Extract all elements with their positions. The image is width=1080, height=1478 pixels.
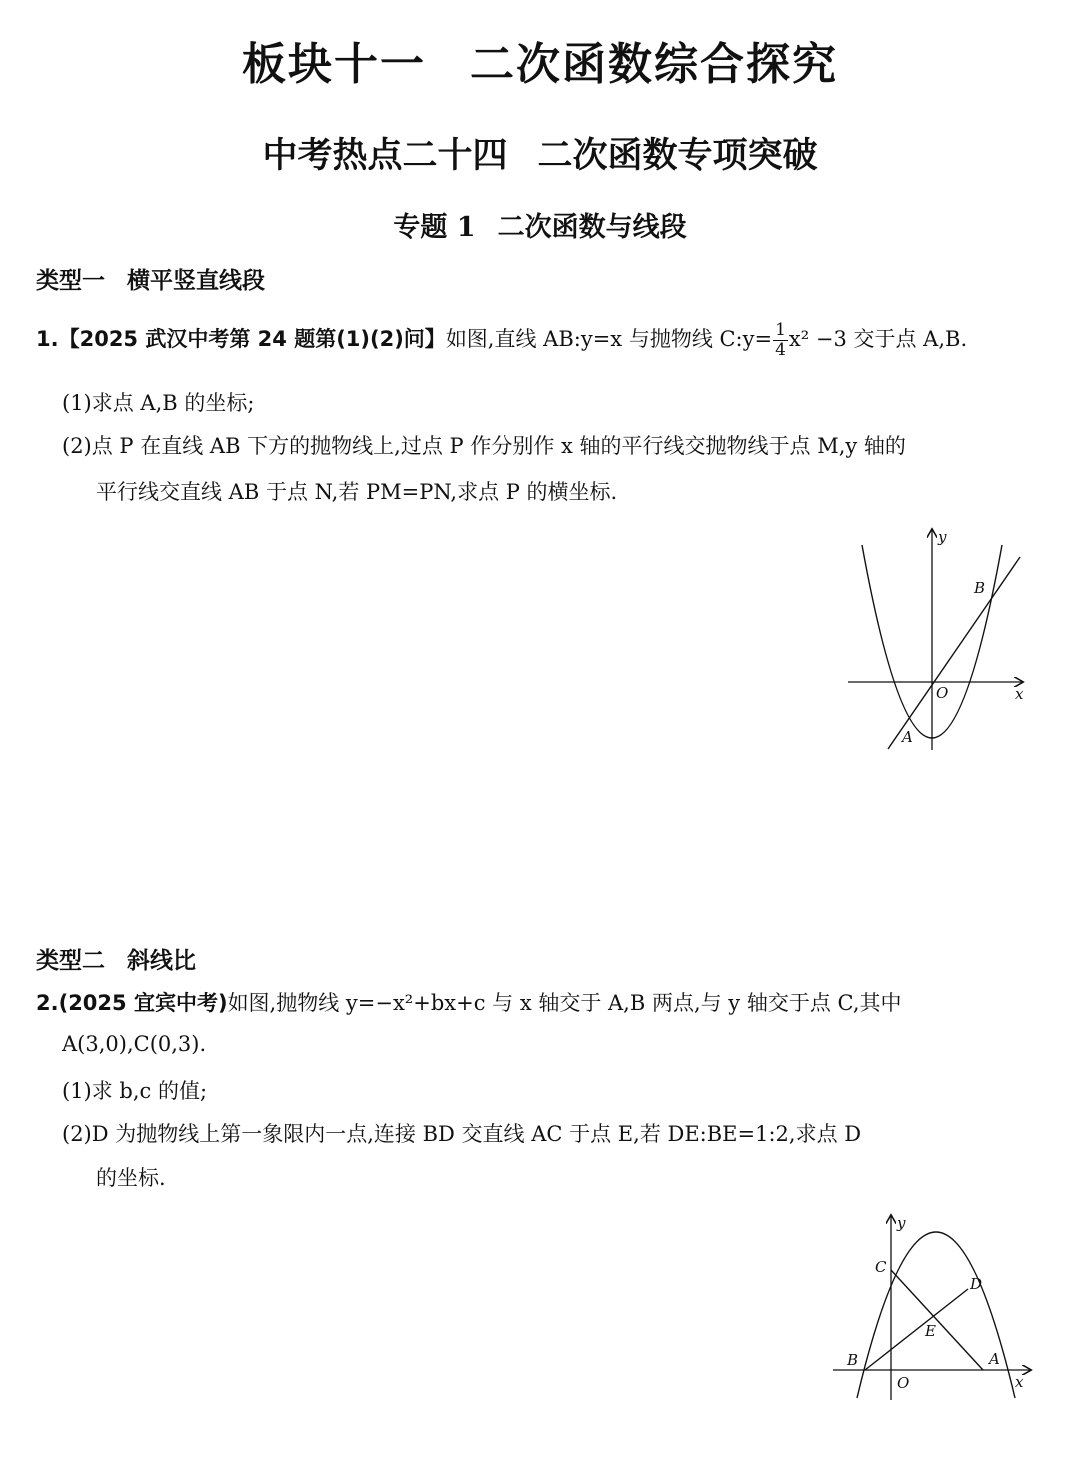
type1-label: 类型一 <box>36 268 105 294</box>
part-title: 二次函数综合探究 <box>470 39 838 90</box>
topic-label: 专题 1 <box>393 212 476 243</box>
hotspot-label: 中考热点二十四 <box>262 135 508 176</box>
q2-line-bd <box>865 1289 968 1370</box>
q1-label-x: x <box>1015 685 1024 703</box>
q2-label-c: C <box>875 1258 887 1276</box>
type1-title: 横平竖直线段 <box>127 268 265 294</box>
q1-line-ab <box>888 557 1020 749</box>
q1-part2-line2: 平行线交直线 AB 于点 N,若 PM=PN,求点 P 的横坐标. <box>96 480 618 504</box>
q1-source: 【2025 武汉中考第 24 题第(1)(2)问】 <box>58 327 446 351</box>
q2-number: 2. <box>36 991 59 1015</box>
topic-title: 二次函数与线段 <box>497 212 687 243</box>
q2-part2-line2: 的坐标. <box>96 1166 166 1190</box>
q1-figure <box>840 525 1040 755</box>
q1-label-b: B <box>974 579 986 597</box>
hotspot-title: 二次函数专项突破 <box>537 135 818 176</box>
topic-heading <box>0 205 1080 244</box>
q1-label-y: y <box>938 528 947 546</box>
type1-heading <box>36 262 265 295</box>
q1-label-o: O <box>936 684 949 702</box>
q1-label-a: A <box>902 728 913 746</box>
q2-label-b: B <box>847 1351 859 1369</box>
q1-part2-line1: (2)点 P 在直线 AB 下方的抛物线上,过点 P 作分别作 x 轴的平行线交抛物线于点 M,y 轴的 <box>62 434 906 458</box>
q2-label-o: O <box>897 1374 910 1392</box>
q1-frac-num: 1 <box>775 320 786 340</box>
q2-figure <box>825 1210 1045 1410</box>
type2-heading <box>36 942 196 975</box>
q1-part1: (1)求点 A,B 的坐标; <box>62 391 255 415</box>
type2-label: 类型二 <box>36 948 105 974</box>
q2-line2: A(3,0),C(0,3). <box>62 1032 207 1056</box>
q1-frac-den: 4 <box>775 340 786 360</box>
q1-number: 1. <box>36 327 59 351</box>
q2-label-y: y <box>897 1214 906 1232</box>
q2-source: (2025 宜宾中考) <box>58 991 228 1015</box>
q2-label-a: A <box>989 1350 1000 1368</box>
part-label: 板块十一 <box>242 39 426 90</box>
q2-line1: 如图,抛物线 y=−x²+bx+c 与 x 轴交于 A,B 两点,与 y 轴交于点 C,其中 <box>227 991 902 1015</box>
q2-label-e: E <box>925 1322 936 1340</box>
q1-stem <box>36 322 967 359</box>
part-heading <box>0 28 1080 92</box>
q1-intro: 如图,直线 AB:y=x 与抛物线 C:y= <box>445 327 773 351</box>
type2-title: 斜线比 <box>127 948 196 974</box>
q2-part2-line1: (2)D 为抛物线上第一象限内一点,连接 BD 交直线 AC 于点 E,若 DE:BE=1:2,求点 D <box>62 1122 862 1146</box>
q1-intro-tail: x² −3 交于点 A,B. <box>788 327 968 351</box>
hotspot-heading <box>0 128 1080 178</box>
q2-part1: (1)求 b,c 的值; <box>62 1079 208 1103</box>
q1-fraction <box>773 322 788 359</box>
q2-label-x: x <box>1015 1373 1024 1391</box>
q2-stem <box>36 987 902 1017</box>
q2-label-d: D <box>970 1275 983 1293</box>
